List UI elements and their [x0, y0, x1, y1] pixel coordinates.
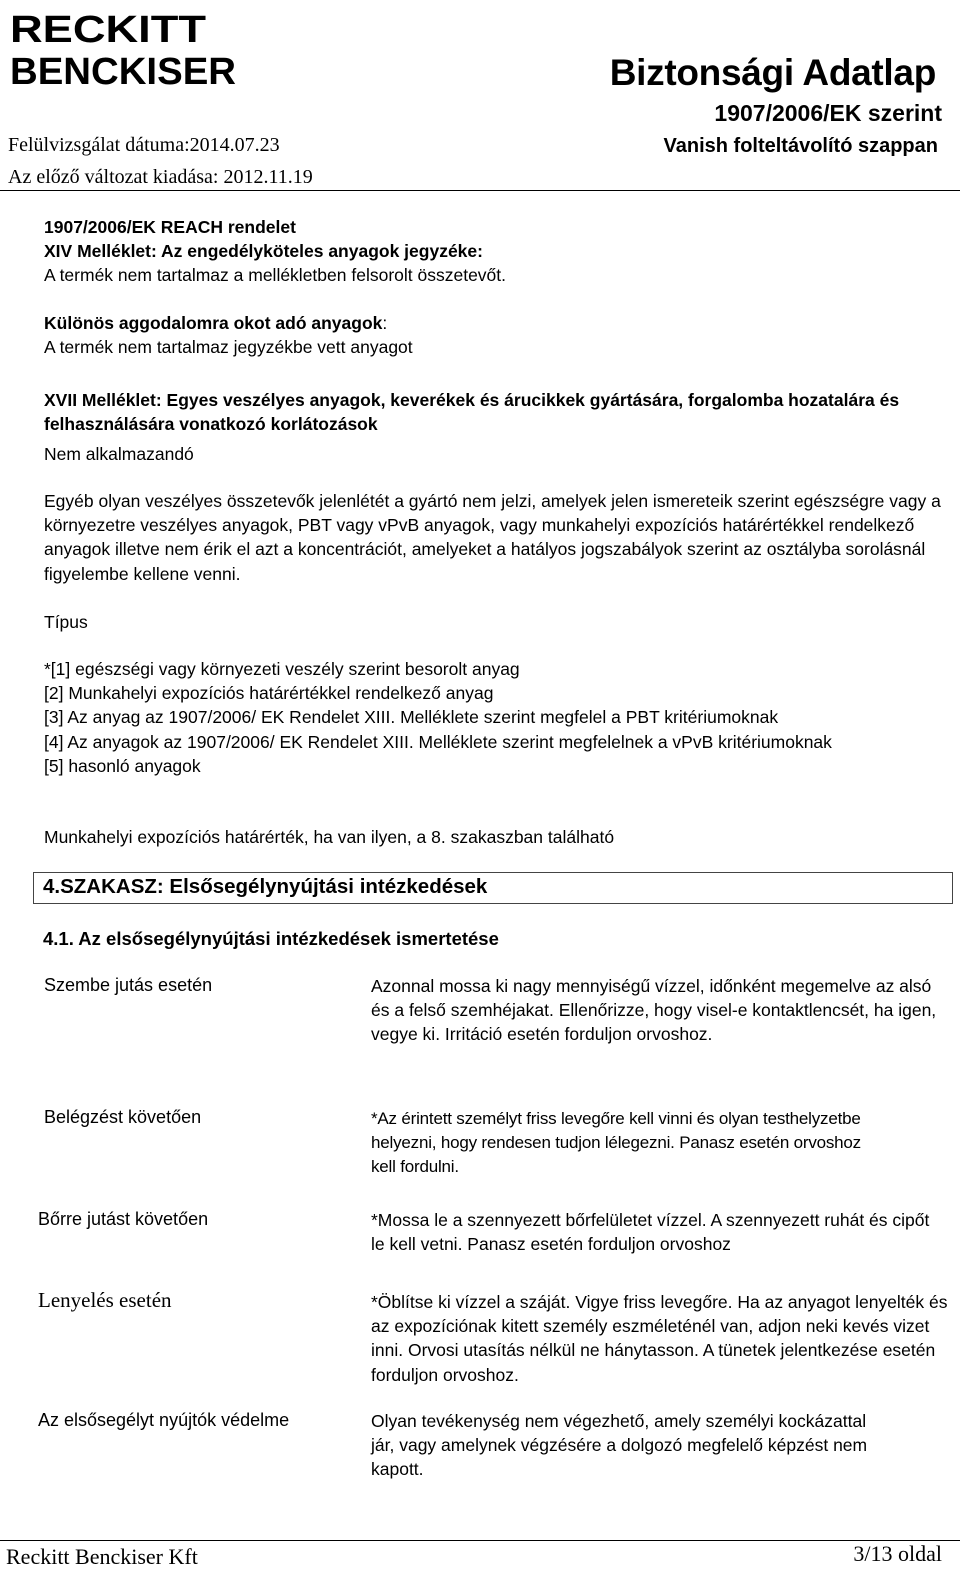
type-item: [2] Munkahelyi expozíciós határértékkel rendelkező anyag [44, 683, 494, 704]
previous-version-date: Az előző változat kiadása: 2012.11.19 [8, 166, 313, 188]
product-name: Vanish folteltávolító szappan [663, 135, 938, 157]
footer-company: Reckitt Benckiser Kft [6, 1544, 198, 1569]
subsection-4-1-title: 4.1. Az elsősegélynyújtási intézkedések ismertetése [43, 928, 499, 949]
annex-xiv-text: A termék nem tartalmaz a mellékletben felsorolt összetevőt. [44, 265, 507, 285]
type-list [44, 657, 944, 778]
first-aid-label-skin: Bőrre jutást követően [38, 1209, 209, 1229]
annex-xiv-heading: XIV Melléklet: Az engedélyköteles anyagok jegyzéke: [44, 241, 483, 261]
first-aid-label-protection: Az elsősegélyt nyújtók védelme [38, 1410, 290, 1430]
svhc-colon: : [382, 313, 388, 333]
header-divider [0, 190, 960, 191]
first-aid-label-ingestion: Lenyelés esetén [38, 1288, 172, 1312]
logo-line-2: BENCKISER [10, 51, 237, 90]
first-aid-label-inhalation: Belégzést követően [44, 1107, 202, 1127]
other-substances-text: Egyéb olyan veszélyes összetevők jelenlétét a gyártó nem jelzi, amelyek jelen ismereteik szerint egészségre vagy a környezetre veszélyes anyagok, PBT vagy vPvB anyagok, vagy munkahelyi expozíciós határértékkel rendelkező anyagok illetve nem érik el azt a koncentrációt, amelyeket a hatályos jogszabályok szerint az osztályba sorolásnál figyelembe kellene venni. [44, 491, 941, 584]
first-aid-text-inhalation: *Az érintett személyt friss levegőre kell vinni és olyan testhelyzetbe helyezni, hogy rendesen tudjon lélegezni. Panasz esetén orvoshoz kell fordulni. [371, 1109, 861, 1177]
logo-line-1: RECKITT [10, 9, 207, 51]
annex-xvii-text: Nem alkalmazandó [44, 444, 194, 464]
type-item: [4] Az anyagok az 1907/2006/ EK Rendelet XIII. Melléklete szerint megfelelnek a vPvB kritériumoknak [44, 731, 832, 752]
revision-date: Felülvizsgálat dátuma:2014.07.23 [8, 134, 280, 156]
reach-heading: 1907/2006/EK REACH rendelet [44, 217, 296, 237]
first-aid-label-eye: Szembe jutás esetén [44, 975, 213, 995]
type-item: *[1] egészségi vagy környezeti veszély szerint besorolt anyag [44, 659, 520, 679]
first-aid-text-protection: Olyan tevékenység nem végezhető, amely személyi kockázattal jár, vagy amelynek végzésére a dolgozó megfelelő képzést nem kapott. [371, 1411, 868, 1480]
oel-note: Munkahelyi expozíciós határérték, ha van ilyen, a 8. szakaszban található [44, 827, 615, 847]
document-title: Biztonsági Adatlap [609, 52, 936, 93]
annex-xvii-heading: XVII Melléklet: Egyes veszélyes anyagok, keverékek és árucikkek gyártására, forgalomba hozatalára és felhasználására vonatkozó korlátozások [44, 390, 900, 435]
type-label: Típus [44, 612, 88, 632]
page-number: 3/13 oldal [853, 1541, 942, 1566]
type-item: [5] hasonló anyagok [44, 755, 201, 776]
first-aid-text-skin: *Mossa le a szennyezett bőrfelületet vízzel. A szennyezett ruhát és cipőt le kell vetni. Panasz esetén forduljon orvoshoz [371, 1210, 930, 1255]
regulation-reference: 1907/2006/EK szerint [714, 100, 942, 126]
svhc-line [44, 311, 387, 335]
svhc-text: A termék nem tartalmaz jegyzékbe vett anyagot [44, 337, 413, 357]
section-4-title: 4.SZAKASZ: Elsősegélynyújtási intézkedések [43, 875, 488, 898]
svhc-label: Különös aggodalomra okot adó anyagok [44, 313, 383, 333]
reckitt-benckiser-logo [8, 4, 240, 90]
type-item: [3] Az anyag az 1907/2006/ EK Rendelet XIII. Melléklete szerint megfelel a PBT kritériumoknak [44, 707, 779, 728]
footer-divider [0, 1540, 960, 1541]
first-aid-text-ingestion: *Öblítse ki vízzel a száját. Vigye friss levegőre. Ha az anyagot lenyelték és az expozíciónak kitett személy eszméleténél van, adjon neki kevés vizet inni. Orvosi utasítás nélkül ne hánytasson. A tünetek jelentkezése esetén forduljon orvoshoz. [371, 1292, 948, 1385]
first-aid-text-eye: Azonnal mossa ki nagy mennyiségű vízzel, időnként megemelve az alsó és a felső szemhéjakat. Ellenőrizze, hogy visel-e kontaktlencsét, ha igen, vegye ki. Irritáció esetén forduljon orvoshoz. [371, 976, 937, 1045]
